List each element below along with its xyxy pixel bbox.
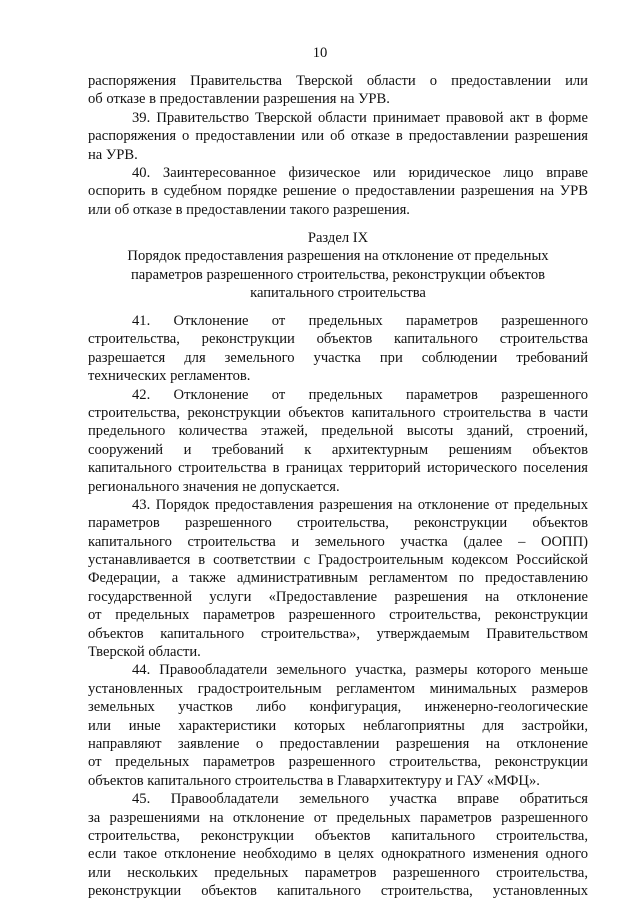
paragraph-44-line: установленных градостроительным регламентом минимальных размеров	[88, 680, 588, 697]
paragraph-43-line: от предельных параметров разрешенного строительства, реконструкции	[88, 607, 588, 624]
top-paragraphs	[88, 72, 588, 219]
paragraph-45-line: 45. Правообладатели земельного участка вправе обратиться	[132, 791, 588, 808]
paragraph-41-line: 41. Отклонение от предельных параметров разрешенного	[132, 313, 588, 329]
paragraph-43-line: параметров разрешенного строительства, реконструкции объектов	[88, 515, 588, 532]
paragraph-40-line: или об отказе в предоставлении такого разрешения.	[88, 201, 410, 218]
section-title-line: капитального строительства	[250, 285, 426, 302]
paragraph-44-line: направляют заявление о предоставлении разрешения на отклонение	[88, 735, 588, 752]
section-heading: Раздел IX	[307, 230, 369, 246]
paragraph-43-line: государственной услуги «Предоставление разрешения на отклонение	[88, 588, 588, 605]
paragraph-45-line: если такое отклонение необходимо в целях однократного изменения одного	[88, 846, 588, 863]
section-header	[88, 229, 588, 303]
paragraph-39-line: на УРВ.	[88, 146, 138, 163]
paragraph-43-line: объектов капитального строительства», утверждаемым Правительством	[88, 625, 588, 642]
paragraph-42-line: регионального значения не допускается.	[88, 478, 340, 495]
paragraph-45-line: или нескольких предельных параметров разрешенного строительства,	[88, 864, 588, 881]
paragraph-42-line: строительства, реконструкции объектов капитального строительства в части	[88, 404, 588, 421]
section-title-line: параметров разрешенного строительства, реконструкции объектов	[130, 266, 546, 283]
section-title-line: Порядок предоставления разрешения на отклонение от предельных	[127, 248, 549, 265]
paragraph-42-line: 42. Отклонение от предельных параметров разрешенного	[132, 386, 588, 403]
paragraph-39-line: 39. Правительство Тверской области принимает правовой акт в форме	[132, 109, 588, 126]
paragraph-43-line: Федерации, а также административным регламентом по предоставлению	[88, 570, 588, 587]
paragraph-40-line: оспорить в судебном порядке решение о предоставлении разрешения на УРВ	[88, 183, 588, 200]
paragraph-41-line: строительства, реконструкции объектов капитального строительства	[88, 331, 588, 348]
paragraph-44-line: 44. Правообладатели земельного участка, размеры которого меньше	[132, 662, 588, 679]
paragraph-44-line: земельных участков либо конфигурация, инженерно-геологические	[88, 699, 588, 716]
paragraph-40-line: 40. Заинтересованное физическое или юридическое лицо вправе	[132, 164, 588, 181]
paragraph-38-continuation-line: об отказе в предоставлении разрешения на УРВ.	[88, 91, 390, 108]
paragraph-44-line: или иные характеристики которых неблагоприятны для застройки,	[88, 717, 588, 734]
page-number: 10	[312, 45, 328, 61]
paragraph-42-line: предельного количества этажей, предельной высоты зданий, строений,	[88, 423, 588, 440]
paragraph-43-line: 43. Порядок предоставления разрешения на отклонение от предельных	[132, 496, 588, 513]
paragraph-41-line: разрешается для земельного участка при соблюдении требований	[88, 349, 588, 366]
paragraph-44-line: объектов капитального строительства в Главархитектуру и ГАУ «МФЦ».	[88, 772, 540, 789]
paragraph-45-line: реконструкции объектов капитального строительства, установленных	[88, 883, 588, 900]
section-body	[88, 312, 588, 901]
paragraph-44-line: от предельных параметров разрешенного строительства, реконструкции	[88, 754, 588, 771]
paragraph-38-continuation-line: распоряжения Правительства Тверской области о предоставлении или	[88, 73, 588, 89]
paragraph-43-line: Тверской области.	[88, 644, 201, 661]
paragraph-45-line: за разрешениями на отклонение от предельных параметров разрешенного	[88, 809, 588, 826]
paragraph-42-line: капитального строительства в границах территорий исторического поселения	[88, 460, 588, 477]
paragraph-41-line: технических регламентов.	[88, 368, 251, 385]
paragraph-42-line: сооружений и требований к архитектурным решениям объектов	[88, 441, 588, 458]
paragraph-45-line: строительства, реконструкции объектов капитального строительства,	[88, 827, 588, 844]
paragraph-43-line: капитального строительства и земельного участка (далее – ООПП)	[88, 533, 588, 550]
paragraph-39-line: распоряжения о предоставлении или об отказе в предоставлении разрешения	[88, 128, 588, 145]
paragraph-43-line: устанавливается в соответствии с Градостроительным кодексом Российской	[88, 552, 588, 569]
